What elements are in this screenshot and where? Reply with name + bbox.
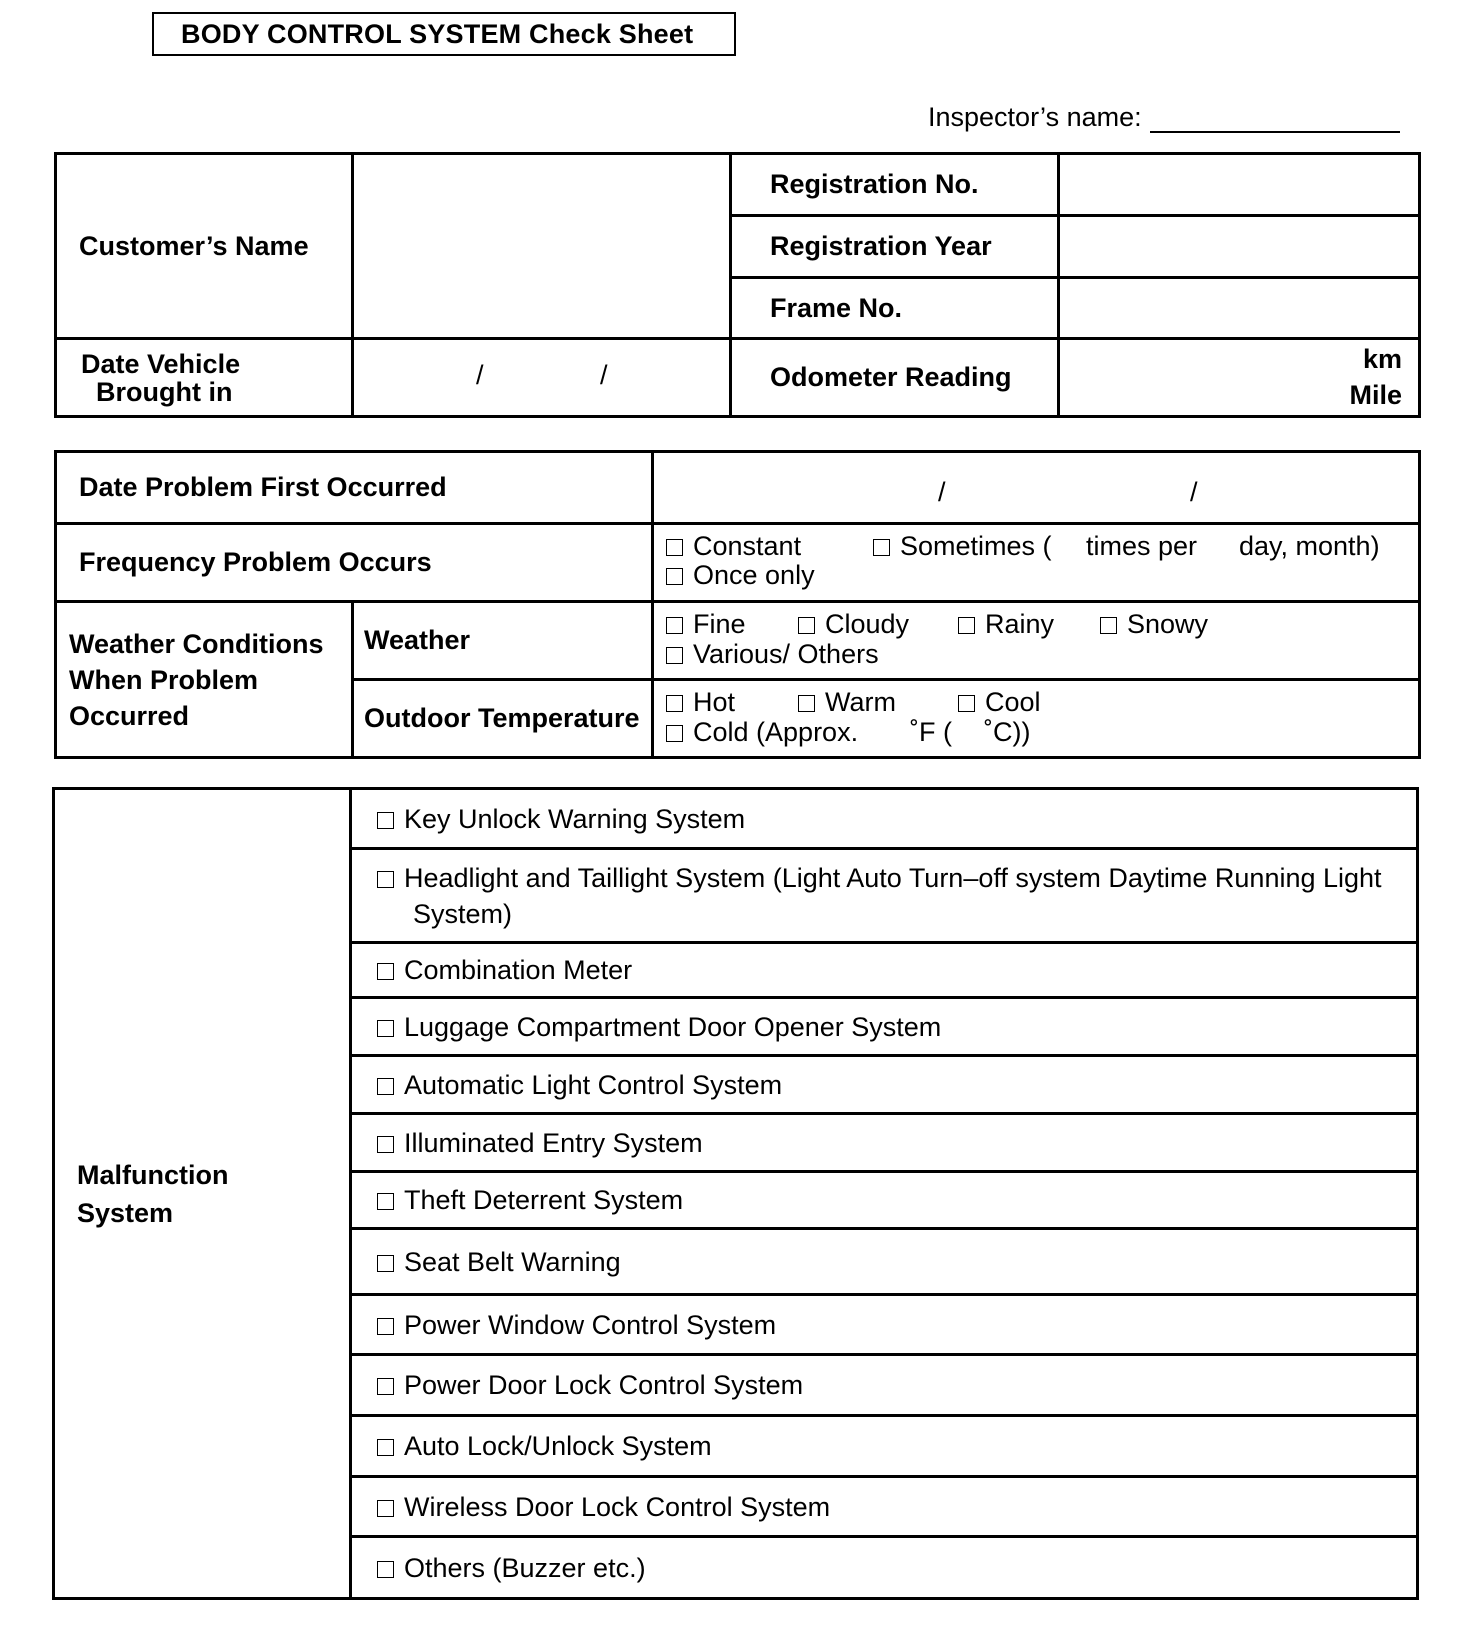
checkbox[interactable]	[798, 695, 815, 712]
malfunction-table	[52, 787, 1419, 1600]
checkbox[interactable]	[377, 1193, 394, 1210]
weather-group-line3: Occurred	[69, 700, 190, 731]
weather-group-line2: When Problem	[69, 664, 259, 695]
checkbox[interactable]	[377, 871, 394, 888]
date-vehicle-label	[56, 339, 353, 417]
checkbox[interactable]	[1100, 617, 1117, 634]
checkbox[interactable]	[958, 617, 975, 634]
inspector-name-line[interactable]	[1150, 103, 1400, 133]
customer-name-label: Customer’s Name	[56, 154, 353, 339]
inspector-name-label: Inspector’s name:	[928, 102, 1142, 132]
unit-mile: Mile	[1349, 380, 1402, 410]
checkbox[interactable]	[377, 1561, 394, 1578]
system-row[interactable]: Wireless Door Lock Control System	[351, 1477, 1418, 1537]
checkbox[interactable]	[958, 695, 975, 712]
option-constant[interactable]: Constant	[666, 531, 801, 562]
checkbox[interactable]	[377, 1136, 394, 1153]
weather-group-label	[56, 602, 353, 758]
checkbox[interactable]	[377, 1439, 394, 1456]
option-sometimes[interactable]: Sometimes (	[873, 531, 1052, 562]
date-separator: /	[600, 360, 608, 390]
system-row[interactable]: Headlight and Taillight System (Light Auto Turn–off system Daytime Running Light System)	[351, 849, 1418, 943]
day-month-text: day, month)	[1239, 531, 1380, 561]
frequency-label: Frequency Problem Occurs	[56, 524, 653, 602]
odometer-label: Odometer Reading	[731, 339, 1059, 417]
checkbox[interactable]	[798, 617, 815, 634]
checkbox[interactable]	[666, 695, 683, 712]
checkbox[interactable]	[666, 617, 683, 634]
temperature-options	[653, 680, 1420, 758]
checkbox[interactable]	[377, 1078, 394, 1095]
times-per-text: times per	[1086, 531, 1198, 561]
option-warm[interactable]: Warm	[798, 687, 896, 718]
system-row[interactable]: Key Unlock Warning System	[351, 789, 1418, 849]
system-row[interactable]: Automatic Light Control System	[351, 1056, 1418, 1114]
unit-fahrenheit: ˚F (	[910, 717, 952, 747]
system-row[interactable]: Power Door Lock Control System	[351, 1355, 1418, 1416]
registration-no-label: Registration No.	[731, 154, 1059, 216]
date-separator: /	[476, 360, 484, 390]
system-row[interactable]: Illuminated Entry System	[351, 1114, 1418, 1172]
vehicle-info-table	[54, 152, 1421, 418]
checkbox[interactable]	[666, 568, 683, 585]
checkbox[interactable]	[377, 1378, 394, 1395]
system-row[interactable]: Auto Lock/Unlock System	[351, 1416, 1418, 1477]
checkbox[interactable]	[377, 1318, 394, 1335]
checkbox[interactable]	[377, 1020, 394, 1037]
weather-options	[653, 602, 1420, 680]
option-rainy[interactable]: Rainy	[958, 609, 1054, 640]
checkbox[interactable]	[873, 539, 890, 556]
malfunction-label-line1: Malfunction	[77, 1159, 229, 1190]
date-vehicle-label-line2: Brought in	[96, 376, 233, 407]
date-problem-label: Date Problem First Occurred	[56, 452, 653, 524]
weather-label: Weather	[353, 602, 653, 680]
temperature-label: Outdoor Temperature	[353, 680, 653, 758]
option-cold[interactable]: Cold (Approx.	[666, 717, 858, 748]
system-row[interactable]: Theft Deterrent System	[351, 1172, 1418, 1229]
system-row[interactable]: Power Window Control System	[351, 1295, 1418, 1355]
odometer-input[interactable]	[1059, 339, 1420, 417]
checkbox[interactable]	[377, 1500, 394, 1517]
option-snowy[interactable]: Snowy	[1100, 609, 1208, 640]
checkbox[interactable]	[666, 647, 683, 664]
checkbox[interactable]	[377, 812, 394, 829]
unit-km: km	[1362, 344, 1402, 374]
registration-year-label: Registration Year	[731, 216, 1059, 278]
checkbox[interactable]	[377, 1255, 394, 1272]
option-various-others[interactable]: Various/ Others	[666, 639, 879, 670]
date-problem-input[interactable]	[653, 452, 1420, 524]
malfunction-label	[54, 789, 351, 1599]
system-row[interactable]: Luggage Compartment Door Opener System	[351, 998, 1418, 1056]
frame-no-label: Frame No.	[731, 278, 1059, 339]
checkbox[interactable]	[666, 725, 683, 742]
system-row[interactable]: Others (Buzzer etc.)	[351, 1537, 1418, 1599]
option-once-only[interactable]: Once only	[666, 560, 815, 591]
option-cool[interactable]: Cool	[958, 687, 1041, 718]
checkbox[interactable]	[377, 963, 394, 980]
registration-year-input[interactable]	[1059, 216, 1420, 278]
system-row[interactable]: Combination Meter	[351, 943, 1418, 998]
system-row[interactable]: Seat Belt Warning	[351, 1229, 1418, 1295]
checkbox[interactable]	[666, 539, 683, 556]
date-vehicle-label-line1: Date Vehicle	[81, 348, 241, 379]
registration-no-input[interactable]	[1059, 154, 1420, 216]
option-cloudy[interactable]: Cloudy	[798, 609, 909, 640]
problem-info-table	[54, 450, 1421, 759]
option-fine[interactable]: Fine	[666, 609, 746, 640]
page-title: BODY CONTROL SYSTEM Check Sheet	[152, 12, 736, 56]
frequency-options	[653, 524, 1420, 602]
unit-celsius: ˚C))	[984, 717, 1031, 747]
inspector-name-field[interactable]	[928, 102, 1400, 133]
option-hot[interactable]: Hot	[666, 687, 735, 718]
frame-no-input[interactable]	[1059, 278, 1420, 339]
malfunction-label-line2: System	[77, 1197, 174, 1228]
customer-name-input[interactable]	[353, 154, 731, 339]
weather-group-line1: Weather Conditions	[69, 628, 324, 659]
date-separator: /	[938, 477, 946, 507]
date-separator: /	[1190, 477, 1198, 507]
date-vehicle-input[interactable]	[353, 339, 731, 417]
